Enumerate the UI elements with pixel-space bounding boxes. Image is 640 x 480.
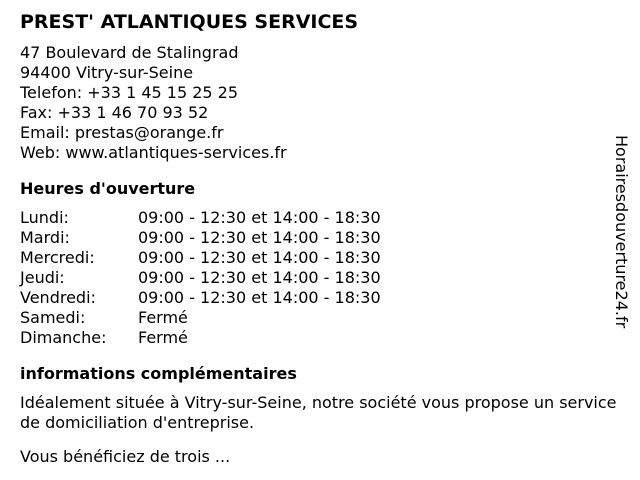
hours-row-wednesday	[20, 248, 620, 268]
opening-hours-heading: Heures d'ouverture	[20, 179, 196, 198]
phone-line: Telefon: +33 1 45 15 25 25	[20, 83, 239, 102]
info-paragraph-truncated: Vous bénéficiez de trois ...	[20, 447, 231, 466]
day-hours: 09:00 - 12:30 et 14:00 - 18:30	[138, 208, 381, 227]
day-hours: 09:00 - 12:30 et 14:00 - 18:30	[138, 228, 381, 247]
hours-row-sunday	[20, 328, 620, 348]
contact-block	[20, 43, 620, 163]
hours-row-tuesday	[20, 228, 620, 248]
day-hours: Fermé	[138, 308, 188, 327]
day-hours: 09:00 - 12:30 et 14:00 - 18:30	[138, 248, 381, 267]
email-line: Email: prestas@orange.fr	[20, 123, 224, 142]
hours-row-friday	[20, 288, 620, 308]
day-label: Jeudi:	[20, 268, 65, 287]
additional-info-heading: informations complémentaires	[20, 364, 297, 383]
hours-row-thursday	[20, 268, 620, 288]
address-line-city: 94400 Vitry-sur-Seine	[20, 63, 194, 82]
web-line: Web: www.atlantiques-services.fr	[20, 143, 287, 162]
day-hours: Fermé	[138, 328, 188, 347]
hours-row-monday	[20, 208, 620, 228]
day-hours: 09:00 - 12:30 et 14:00 - 18:30	[138, 268, 381, 287]
business-name: PREST' ATLANTIQUES SERVICES	[20, 11, 359, 33]
business-listing	[20, 10, 620, 467]
address-line-street: 47 Boulevard de Stalingrad	[20, 43, 239, 62]
day-label: Mardi:	[20, 228, 70, 247]
day-label: Lundi:	[20, 208, 69, 227]
hours-row-saturday	[20, 308, 620, 328]
fax-line: Fax: +33 1 46 70 93 52	[20, 103, 209, 122]
day-label: Samedi:	[20, 308, 86, 327]
info-paragraph: Idéalement située à Vitry-sur-Seine, notre société vous propose un service de domiciliation d'entreprise.	[20, 393, 617, 432]
day-label: Dimanche:	[20, 328, 107, 347]
site-watermark: Horairesdouverture24.fr	[612, 135, 631, 329]
opening-hours-table	[20, 208, 620, 348]
day-label: Vendredi:	[20, 288, 96, 307]
day-hours: 09:00 - 12:30 et 14:00 - 18:30	[138, 288, 381, 307]
day-label: Mercredi:	[20, 248, 95, 267]
